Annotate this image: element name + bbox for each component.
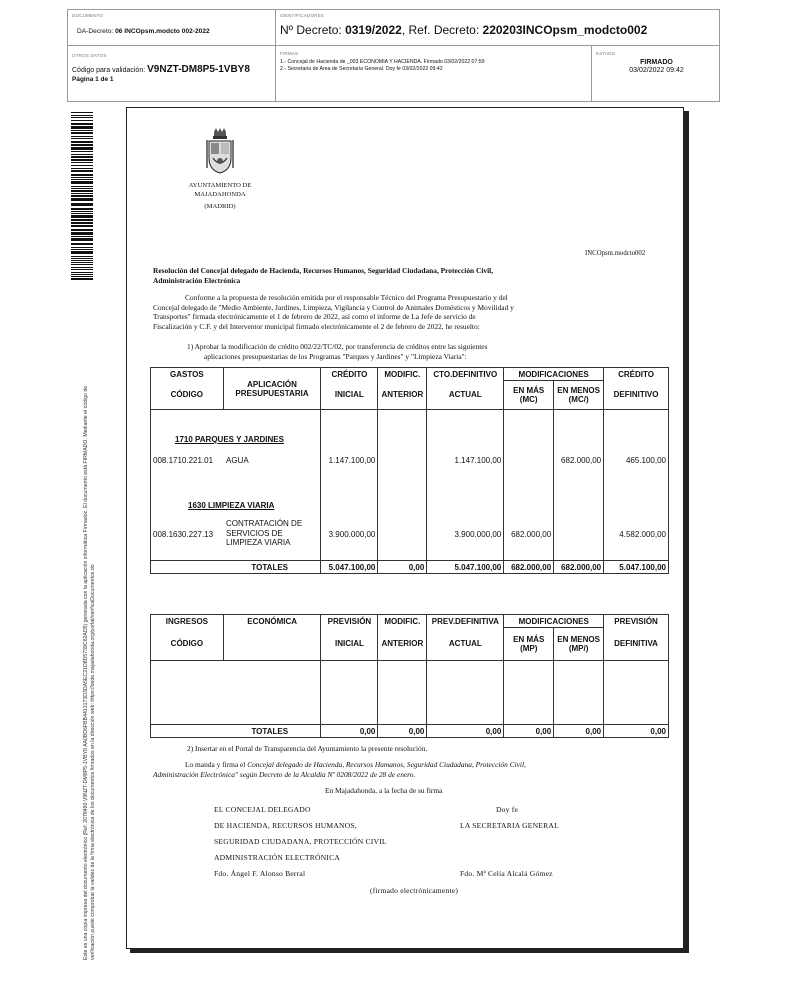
estado-value: FIRMADO: [640, 59, 673, 66]
ingresos-table: [150, 614, 669, 738]
codigo-header: CÓDIGO: [151, 381, 224, 410]
sig-left-4: ADMINISTRACIÓN ELECTRÓNICA: [214, 853, 341, 862]
sig-right-2: LA SECRETARIA GENERAL: [460, 821, 559, 830]
place-date: En Majadahonda, a la fecha de su firma: [325, 786, 443, 795]
side-verification-text: Este es una copia impresa del documento electrónico (Ref: 2078490 V9NZT-DM8P5-1VBY8 AA0BD6FBB4413173D3DA5EC21D8D5739C62AD5) generada con la aplicación informática Firmadoc. El documento está FIRMADO. Mediante el código de verificación puede comprobar la validez de la firma electrónica de los documentos firmados en la dirección web: https://sede.majadahonda.org/portal/verificaDocumentos.do: [83, 385, 96, 960]
firma-2: 2.- Secretaria de Area de Secretaría General. Doy fe 03/02/2022 09:42: [280, 66, 443, 72]
ing-definitiva-header: DEFINITIVA: [604, 628, 669, 661]
row2-inicial: 3.900.000,00: [328, 530, 376, 539]
header-firmas-cell: [275, 45, 592, 102]
ing-body-mas: [504, 661, 554, 725]
group-parques: 1710 PARQUES Y JARDINES: [175, 435, 284, 444]
row1-aplicacion: AGUA: [226, 456, 249, 465]
ing-anterior-header: ANTERIOR: [378, 628, 427, 661]
barcode-image: [71, 112, 93, 282]
firmas-label: FIRMAS: [280, 51, 299, 56]
ingresos-header: INGRESOS: [151, 615, 224, 628]
gastos-header: GASTOS: [151, 368, 224, 381]
identificadores-label: IDENTIFICADORES: [280, 13, 325, 18]
codigo-validacion: Código para validación: V9NZT-DM8P5-1VBY8: [72, 64, 250, 75]
row2-aplicacion: CONTRATACIÓN DE SERVICIOS DE LIMPIEZA VIARIA: [226, 519, 303, 547]
resolution-paragraph: Conforme a la propuesta de resolución emitida por el responsable Técnico del Programa Presupuestario y del Concejal delegado de "Medio Ambiente, Jardines, Limpieza, Vigilancia y Control de Animales Domésticos y Movilidad y Transportes" firmada electrónicamente el 1 de febrero de 2022, así como el informe de La Jefe de servicio de Fiscalización y C.F. y del Interventor municipal firmado electrónicamente el 2 de febrero de 2022, he resuelto:: [153, 293, 514, 331]
page-shadow-bottom: [130, 949, 689, 953]
gastos-totales-label: TOTALES: [151, 561, 321, 574]
ing-modificaciones-header: MODIFICACIONES: [504, 615, 604, 628]
row1-menos: 682.000,00: [561, 456, 602, 465]
prev-definitiva-header: PREV.DEFINITIVA: [427, 615, 504, 628]
gastos-totales-inicial: 5.047.100,00: [321, 561, 378, 574]
en-mas-header: EN MÁS (MC): [504, 381, 554, 410]
decreto-line: Nº Decreto: 0319/2022, Ref. Decreto: 220203INCOpsm_modcto002: [280, 23, 648, 37]
sig-left-name: Fdo. Ángel F. Alonso Berral: [214, 869, 306, 878]
ingresos-totales-menos: 0,00: [554, 725, 604, 738]
ing-actual-header: ACTUAL: [427, 628, 504, 661]
gastos-body-mas: [504, 410, 554, 561]
gastos-body-menos: [554, 410, 604, 561]
modificaciones-header: MODIFICACIONES: [504, 368, 604, 381]
sig-right-1: Doy fe: [496, 805, 519, 814]
anterior-header: ANTERIOR: [378, 381, 427, 410]
gastos-totales-actual: 5.047.100,00: [427, 561, 504, 574]
estado-label: ESTADO: [596, 51, 616, 56]
ing-body-definitiva: [604, 661, 669, 725]
ing-body-actual: [427, 661, 504, 725]
row1-actual: 1.147.100,00: [454, 456, 502, 465]
modific-header: MODIFIC.: [378, 368, 427, 381]
item-2: 2) Insertar en el Portal de Transparencia del Ayuntamiento la presente resolución.: [187, 744, 428, 753]
gastos-table: [150, 367, 669, 574]
ing-modific-header: MODIFIC.: [378, 615, 427, 628]
en-menos-header: EN MENOS (MC/): [554, 381, 604, 410]
ing-codigo-header: CÓDIGO: [151, 628, 224, 661]
actual-header: ACTUAL: [427, 381, 504, 410]
prevision-def-header: PREVISIÓN: [604, 615, 669, 628]
inicial-header: INICIAL: [321, 381, 378, 410]
gastos-body-left: [151, 410, 321, 561]
ingresos-totales-anterior: 0,00: [378, 725, 427, 738]
ing-en-mas-header: EN MÁS (MP): [504, 628, 554, 661]
sig-right-name: Fdo. Mª Celia Alcalá Gómez: [460, 869, 553, 878]
row2-codigo: 008.1630.227.13: [153, 530, 214, 539]
header-estado-cell: [591, 45, 720, 102]
letterhead: [160, 181, 280, 211]
credito-header: CRÉDITO: [321, 368, 378, 381]
header-identificadores-cell: [275, 9, 720, 46]
documento-label: DOCUMENTO: [72, 13, 104, 18]
coat-of-arms-icon: [205, 128, 235, 174]
manda-paragraph: Lo manda y firma el Concejal delegado de Hacienda, Recursos Humanos, Seguridad Ciudadana, Protección Civil, Administración Electrónica" según Decreto de la Alcaldía Nº 0208/2022 de 28 de enero.: [153, 760, 526, 779]
prevision-header: PREVISIÓN: [321, 615, 378, 628]
gastos-totales-definitivo: 5.047.100,00: [604, 561, 669, 574]
pagina-text: Página 1 de 1: [72, 76, 114, 83]
group-limpieza: 1630 LIMPIEZA VIARIA: [188, 501, 275, 510]
ingresos-totales-label: TOTALES: [151, 725, 321, 738]
sig-left-2: DE HACIENDA, RECURSOS HUMANOS,: [214, 821, 357, 830]
firma-1: 1.- Concejal de Hacienda de _003 ECONOMIA Y HACIENDA. Firmado 03/02/2022 07:59: [280, 59, 485, 65]
letterhead-line1: AYUNTAMIENTO DE: [188, 182, 252, 189]
gastos-totales-mas: 682.000,00: [504, 561, 554, 574]
resolution-title: Resolución del Concejal delegado de Hacienda, Recursos Humanos, Seguridad Ciudadana, Protección Civil, Administración Electrónica: [153, 266, 494, 285]
row1-inicial: 1.147.100,00: [328, 456, 376, 465]
sig-left-1: EL CONCEJAL DELEGADO: [214, 805, 311, 814]
letterhead-line2: MAJADAHONDA: [194, 191, 246, 198]
ingresos-totales-mas: 0,00: [504, 725, 554, 738]
ing-body-anterior: [378, 661, 427, 725]
gastos-totales-anterior: 0,00: [378, 561, 427, 574]
ingresos-totales-actual: 0,00: [427, 725, 504, 738]
row2-definitivo: 4.582.000,00: [619, 530, 666, 539]
ing-body-menos: [554, 661, 604, 725]
sig-left-3: SEGURIDAD CIUDADANA, PROTECCIÓN CIVIL: [214, 837, 387, 846]
row1-codigo: 008.1710.221.01: [153, 456, 214, 465]
cto-definitivo-header: CTO.DEFINITIVO: [427, 368, 504, 381]
estado-date: 03/02/2022 09:42: [629, 67, 684, 74]
page-shadow-right: [684, 111, 689, 953]
ing-economica-blank: [223, 628, 321, 661]
gastos-body-anterior: [378, 410, 427, 561]
doc-ref-code: INCOpsm.modcto002: [585, 250, 646, 257]
ingresos-totales-definitiva: 0,00: [604, 725, 669, 738]
credito-def-header: CRÉDITO: [604, 368, 669, 381]
sig-footer: (firmado electrónicamente): [370, 886, 459, 895]
header-otros-cell: [67, 45, 276, 102]
economica-header: ECONÓMICA: [223, 615, 321, 628]
definitivo-header: DEFINITIVO: [604, 381, 669, 410]
ing-inicial-header: INICIAL: [321, 628, 378, 661]
aplicacion-header: APLICACIÓN PRESUPUESTARIA: [223, 368, 321, 410]
item-1: 1) Aprobar la modificación de crédito 002/22/TC/02, por transferencia de créditos entre las siguientes aplicaciones presupuestarias de los Programas "Parques y Jardines" y "Limpieza Viaria":: [187, 342, 488, 361]
ing-body-left: [151, 661, 321, 725]
letterhead-line3: (MADRID): [204, 203, 236, 210]
gastos-totales-menos: 682.000,00: [554, 561, 604, 574]
ingresos-totales-inicial: 0,00: [321, 725, 378, 738]
documento-value: DA-Decreto: 06 INCOpsm.modcto 002-2022: [77, 28, 210, 35]
ing-body-inicial: [321, 661, 378, 725]
gastos-body-inicial: [321, 410, 378, 561]
gastos-body-definitivo: [604, 410, 669, 561]
otros-label: OTROS DATOS: [72, 53, 107, 58]
gastos-body-actual: [427, 410, 504, 561]
ing-en-menos-header: EN MENOS (MP/): [554, 628, 604, 661]
header-documento-cell: [67, 9, 276, 46]
row1-definitivo: 465.100,00: [625, 456, 666, 465]
row2-actual: 3.900.000,00: [454, 530, 502, 539]
row2-mas: 682.000,00: [511, 530, 552, 539]
